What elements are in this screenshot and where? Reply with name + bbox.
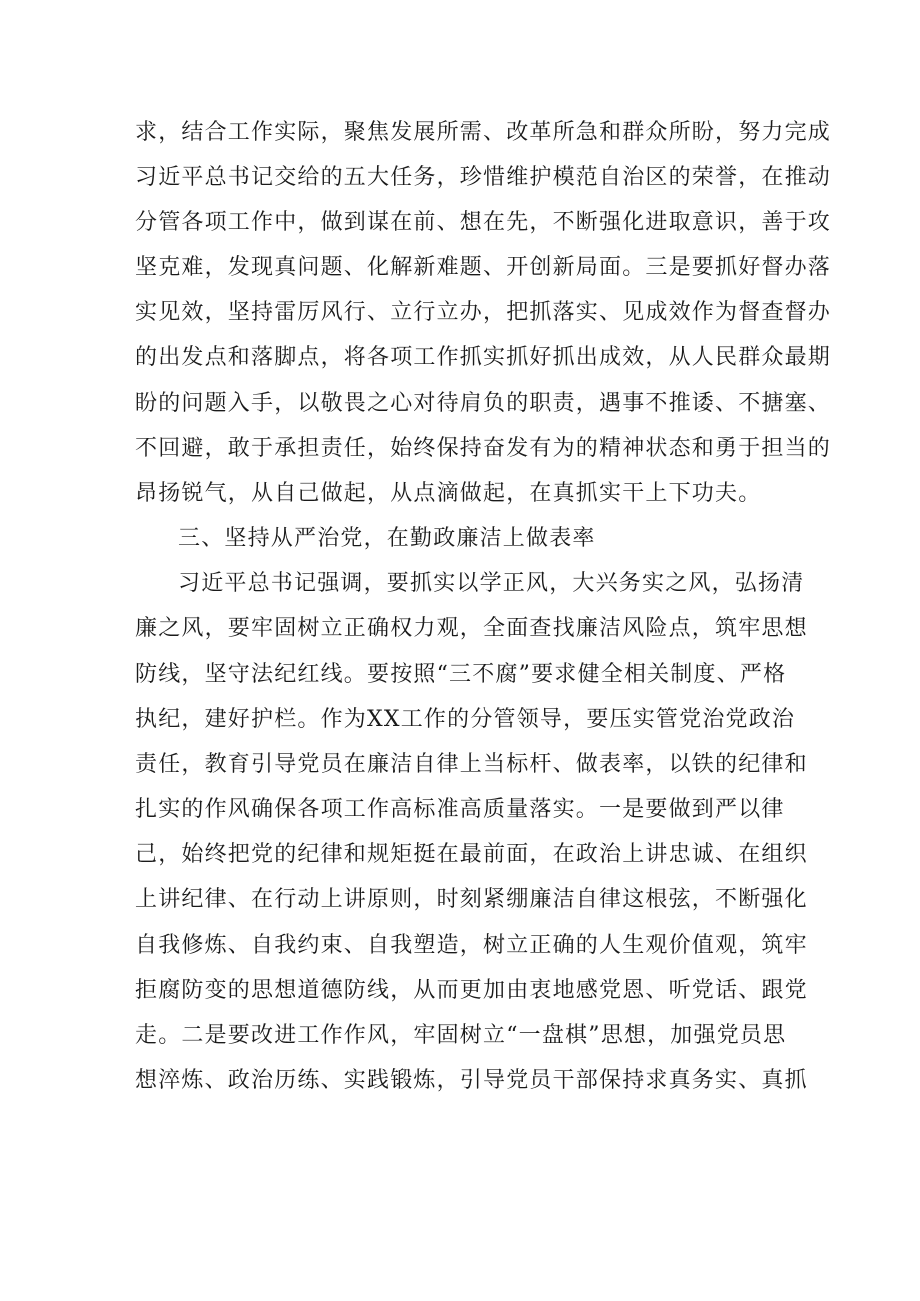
text-line: 执纪，建好护栏。作为XX工作的分管领导，要压实管党治党政治: [135, 707, 796, 732]
text-line: 不回避，敢于承担责任，始终保持奋发有为的精神状态和勇于担当的: [135, 436, 832, 461]
text-line: 习近平总书记交给的五大任务，珍惜维护模范自治区的荣誉，在推动: [135, 165, 832, 190]
text-line: 坚克难，发现真问题、化解新难题、开创新局面。三是要抓好督办落: [135, 255, 832, 280]
text-line: 想淬炼、政治历练、实践锻炼，引导党员干部保持求真务实、真抓: [135, 1068, 808, 1093]
text-line: 走。二是要改进工作作风，牢固树立“一盘棋”思想，加强党员思: [135, 1023, 787, 1048]
text-line: 求，结合工作实际，聚焦发展所需、改革所急和群众所盼，努力完成: [135, 120, 832, 145]
text-line: 盼的问题入手，以敬畏之心对待肩负的职责，遇事不推诿、不搪塞、: [135, 391, 832, 416]
text-line: 的出发点和落脚点，将各项工作抓实抓好抓出成效，从人民群众最期: [135, 345, 832, 370]
text-line: 分管各项工作中，做到谋在前、想在先，不断强化进取意识，善于攻: [135, 210, 832, 235]
text-line: 扎实的作风确保各项工作高标准高质量落实。一是要做到严以律: [135, 797, 785, 822]
text-line: 拒腐防变的思想道德防线，从而更加由衷地感党恩、听党话、跟党: [135, 978, 808, 1003]
text-line: 廉之风，要牢固树立正确权力观，全面查找廉洁风险点，筑牢思想: [135, 616, 808, 641]
text-line: 责任，教育引导党员在廉洁自律上当标杆、做表率，以铁的纪律和: [135, 752, 808, 777]
section-heading: 三、坚持从严治党，在勤政廉洁上做表率: [178, 526, 596, 551]
text-line: 习近平总书记强调，要抓实以学正风，大兴务实之风，弘扬清: [178, 571, 805, 596]
text-line: 实见效，坚持雷厉风行、立行立办，把抓落实、见成效作为督查督办: [135, 300, 832, 325]
text-line: 自我修炼、自我约束、自我塑造，树立正确的人生观价值观，筑牢: [135, 933, 808, 958]
text-line: 防线，坚守法纪红线。要按照“三不腐”要求健全相关制度、严格: [135, 662, 787, 687]
text-line: 上讲纪律、在行动上讲原则，时刻紧绷廉洁自律这根弦，不断强化: [135, 887, 808, 912]
text-line: 昂扬锐气，从自己做起，从点滴做起，在真抓实干上下功夫。: [135, 481, 762, 506]
text-line: 己，始终把党的纪律和规矩挺在最前面，在政治上讲忠诚、在组织: [135, 842, 808, 867]
